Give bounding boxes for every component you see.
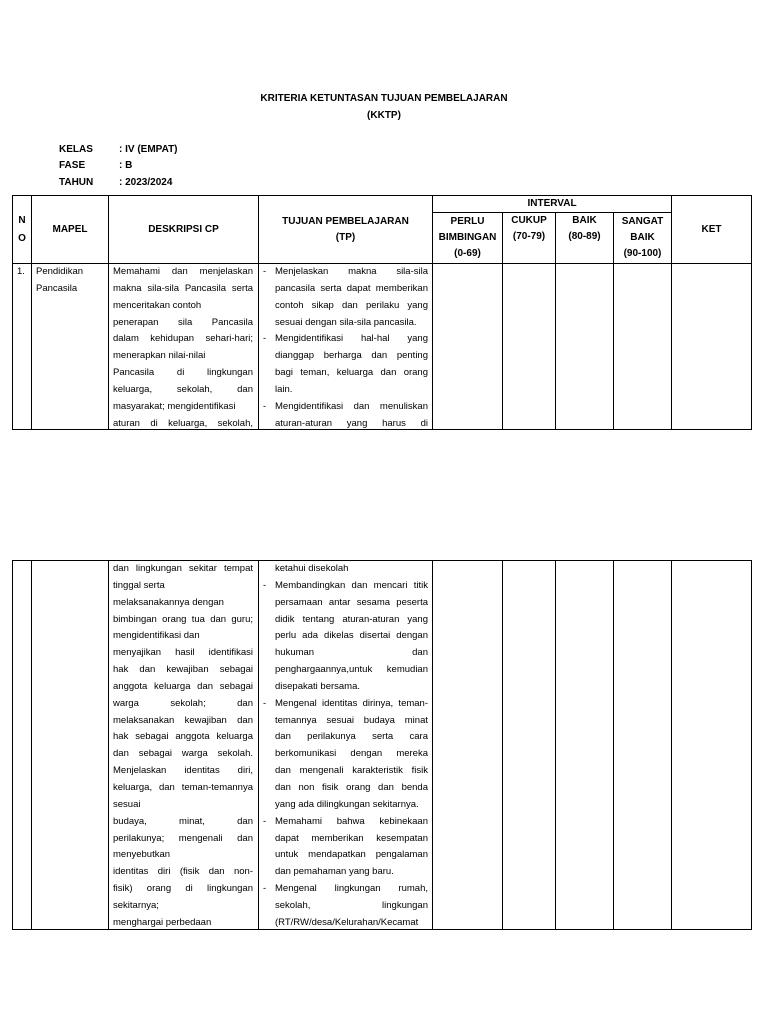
- tp-line: Memahami bahwa kebinekaan: [275, 815, 428, 827]
- desc-line: sesuai: [113, 798, 141, 810]
- tahun-value: : 2023/2024: [119, 177, 173, 188]
- cell-perlu-bimbingan: [433, 264, 503, 430]
- tp-item: [263, 881, 428, 932]
- desc-lines-page1: [113, 264, 253, 429]
- cont-cukup: [503, 561, 556, 930]
- desc-line: menyebutkan: [113, 849, 171, 861]
- tp-line: Mengenal lingkungan rumah,: [275, 883, 428, 895]
- tp-list-page1: [259, 264, 432, 432]
- desc-line: Pancasila di lingkungan: [113, 367, 253, 379]
- desc-line: anggota keluarga dan sebagai: [113, 680, 253, 692]
- desc-line: hak dan kewajiban sebagai: [113, 664, 253, 676]
- bullet-dash: -: [263, 883, 267, 895]
- header-interval: INTERVAL: [433, 196, 672, 213]
- tp-line: Menjelaskan makna sila-sila: [275, 266, 428, 277]
- desc-line: Menjelaskan identitas diri,: [113, 765, 253, 777]
- desc-line: sekitarnya;: [113, 899, 159, 911]
- cont-mapel: [32, 561, 109, 930]
- desc-line: menerapkan nilai-nilai: [113, 350, 206, 362]
- cell-sangat-baik: [614, 264, 672, 430]
- tp-line: temannya sesuai budaya minat: [275, 714, 428, 726]
- cont-ket: [672, 561, 752, 930]
- fase-label: FASE: [59, 160, 86, 171]
- cell-baik: [556, 264, 614, 430]
- row-no: 1.: [13, 264, 32, 430]
- tp-line: dan non fisik orang dan benda: [275, 781, 428, 793]
- tp-line: dapat memberikan kesempatan: [275, 832, 428, 844]
- fase-value: : B: [119, 160, 133, 171]
- cont-no: [13, 561, 32, 930]
- cont-perlu-bimbingan: [433, 561, 503, 930]
- desc-line: identitas diri (fisik dan non-: [113, 866, 253, 878]
- tp-line: dan mengenali karakteristik fisik: [275, 765, 428, 777]
- tp-line: Membandingkan dan mencari titik: [275, 579, 428, 591]
- tp-line: contoh sikap dan perilaku yang: [275, 299, 428, 311]
- cont-tujuan-pembelajaran: [259, 561, 433, 930]
- info-fase: [59, 160, 132, 171]
- desc-line: dan lingkungan sekitar tempat: [113, 563, 253, 574]
- header-cukup: CUKUP (70-79): [503, 213, 556, 264]
- tahun-label: TAHUN: [59, 177, 94, 188]
- bullet-dash: -: [263, 815, 267, 827]
- tp-list-page2: [259, 578, 432, 932]
- header-perlu-bimbingan: PERLU BIMBINGAN (0-69): [433, 213, 503, 264]
- tp-line: persamaan antar sesama peserta: [275, 596, 428, 608]
- tp-line: penghargaannya,untuk kemudian: [275, 664, 428, 676]
- desc-lines-page2: [113, 561, 253, 928]
- desc-line: aturan di keluarga, sekolah,: [113, 417, 253, 429]
- tp-continuation: ketahui disekolah: [275, 563, 349, 574]
- tp-line: dan perilakunya serta cara: [275, 731, 428, 743]
- desc-line: menyajikan hasil identifikasi: [113, 647, 253, 659]
- desc-line: budaya, minat, dan: [113, 815, 253, 827]
- tp-item: [263, 578, 428, 696]
- tp-line: Mengidentifikasi dan menuliskan: [275, 400, 428, 412]
- info-tahun: [59, 177, 172, 188]
- desc-line: dan sebagai warga sekolah.: [113, 748, 253, 760]
- tp-line: berkomunikasi dengan mereka: [275, 748, 428, 760]
- tp-line: aturan-aturan yang harus di: [275, 417, 428, 429]
- row-tujuan-pembelajaran: [259, 264, 433, 430]
- tp-line: lain.: [275, 383, 293, 395]
- desc-line: makna sila-sila Pancasila serta: [113, 282, 253, 294]
- header-no: N O: [13, 196, 32, 264]
- header-deskripsi-cp: DESKRIPSI CP: [109, 196, 259, 264]
- header-tujuan-pembelajaran: TUJUAN PEMBELAJARAN (TP): [259, 196, 433, 264]
- cell-cukup: [503, 264, 556, 430]
- header-sangat-baik: SANGAT BAIK (90-100): [614, 213, 672, 264]
- cell-ket: [672, 264, 752, 430]
- desc-line: perilakunya; mengenali dan: [113, 832, 253, 844]
- desc-line: fisik) orang di lingkungan: [113, 883, 253, 895]
- bullet-dash: -: [263, 579, 267, 591]
- tp-line: disepakati bersama.: [275, 680, 361, 692]
- tp-line: sesuai dengan sila-sila pancasila.: [275, 316, 417, 328]
- desc-line: masyarakat; mengidentifikasi: [113, 400, 236, 412]
- kelas-value: : IV (EMPAT): [119, 144, 178, 155]
- desc-line: penerapan sila Pancasila: [113, 316, 253, 328]
- tp-line: didik tentang aturan-aturan yang: [275, 613, 428, 625]
- header-ket: KET: [672, 196, 752, 264]
- doc-title: KRITERIA KETUNTASAN TUJUAN PEMBELAJARAN: [260, 93, 508, 104]
- cont-baik: [556, 561, 614, 930]
- bullet-dash: -: [263, 697, 267, 709]
- tp-line: dan pemahaman yang baru.: [275, 866, 394, 878]
- bullet-dash: -: [263, 333, 267, 345]
- tp-item: [263, 814, 428, 881]
- tp-item: [263, 331, 428, 398]
- kktp-table-page1: [12, 195, 752, 430]
- desc-line: menghargai perbedaan: [113, 916, 212, 928]
- desc-line: mengidentifikasi dan: [113, 630, 200, 642]
- tp-line: untuk mendapatkan pengalaman: [275, 849, 428, 861]
- tp-line: hukuman dan: [275, 647, 428, 659]
- tp-line: yang ada dilingkungan sekitarnya.: [275, 798, 419, 810]
- desc-line: warga sekolah; dan: [113, 697, 253, 709]
- cont-sangat-baik: [614, 561, 672, 930]
- desc-line: melaksanakannya dengan: [113, 596, 224, 608]
- desc-line: tinggal serta: [113, 579, 165, 591]
- desc-line: bimbingan orang tua dan guru;: [113, 613, 253, 625]
- desc-line: Memahami dan menjelaskan: [113, 266, 253, 277]
- tp-line: dianggap berharga dan penting: [275, 350, 428, 362]
- tp-line: Mengenal identitas dirinya, teman-: [275, 697, 428, 709]
- row-deskripsi-cp: [109, 264, 259, 430]
- tp-item: [263, 264, 428, 331]
- desc-line: menceritakan contoh: [113, 299, 202, 311]
- tp-line: (RT/RW/desa/Kelurahan/Kecamat: [275, 916, 419, 928]
- header-mapel: MAPEL: [32, 196, 109, 264]
- tp-line: pancasila serta dapat memberikan: [275, 282, 428, 294]
- tp-line: bagi teman, keluarga dan orang: [275, 367, 428, 379]
- tp-item: [263, 696, 428, 814]
- desc-line: hak sebagai anggota keluarga: [113, 731, 253, 743]
- doc-subtitle: (KKTP): [367, 110, 401, 121]
- cont-deskripsi-cp: [109, 561, 259, 930]
- bullet-dash: -: [263, 266, 267, 277]
- row-mapel: Pendidikan Pancasila: [32, 264, 109, 430]
- desc-line: dalam kehidupan sehari-hari;: [113, 333, 253, 345]
- kelas-label: KELAS: [59, 144, 93, 155]
- bullet-dash: -: [263, 400, 267, 412]
- tp-line: Mengidentifikasi hal-hal yang: [275, 333, 428, 345]
- tp-item: [263, 399, 428, 433]
- desc-line: keluarga, dan teman-temannya: [113, 781, 253, 793]
- header-baik: BAIK (80-89): [556, 213, 614, 264]
- desc-line: melaksanakan kewajiban dan: [113, 714, 253, 726]
- kktp-table-page2: [12, 560, 752, 930]
- tp-line: sekolah, lingkungan: [275, 899, 428, 911]
- info-kelas: [59, 144, 178, 155]
- desc-line: keluarga, sekolah, dan: [113, 383, 253, 395]
- tp-line: perlu ada dikelas disertai dengan: [275, 630, 428, 642]
